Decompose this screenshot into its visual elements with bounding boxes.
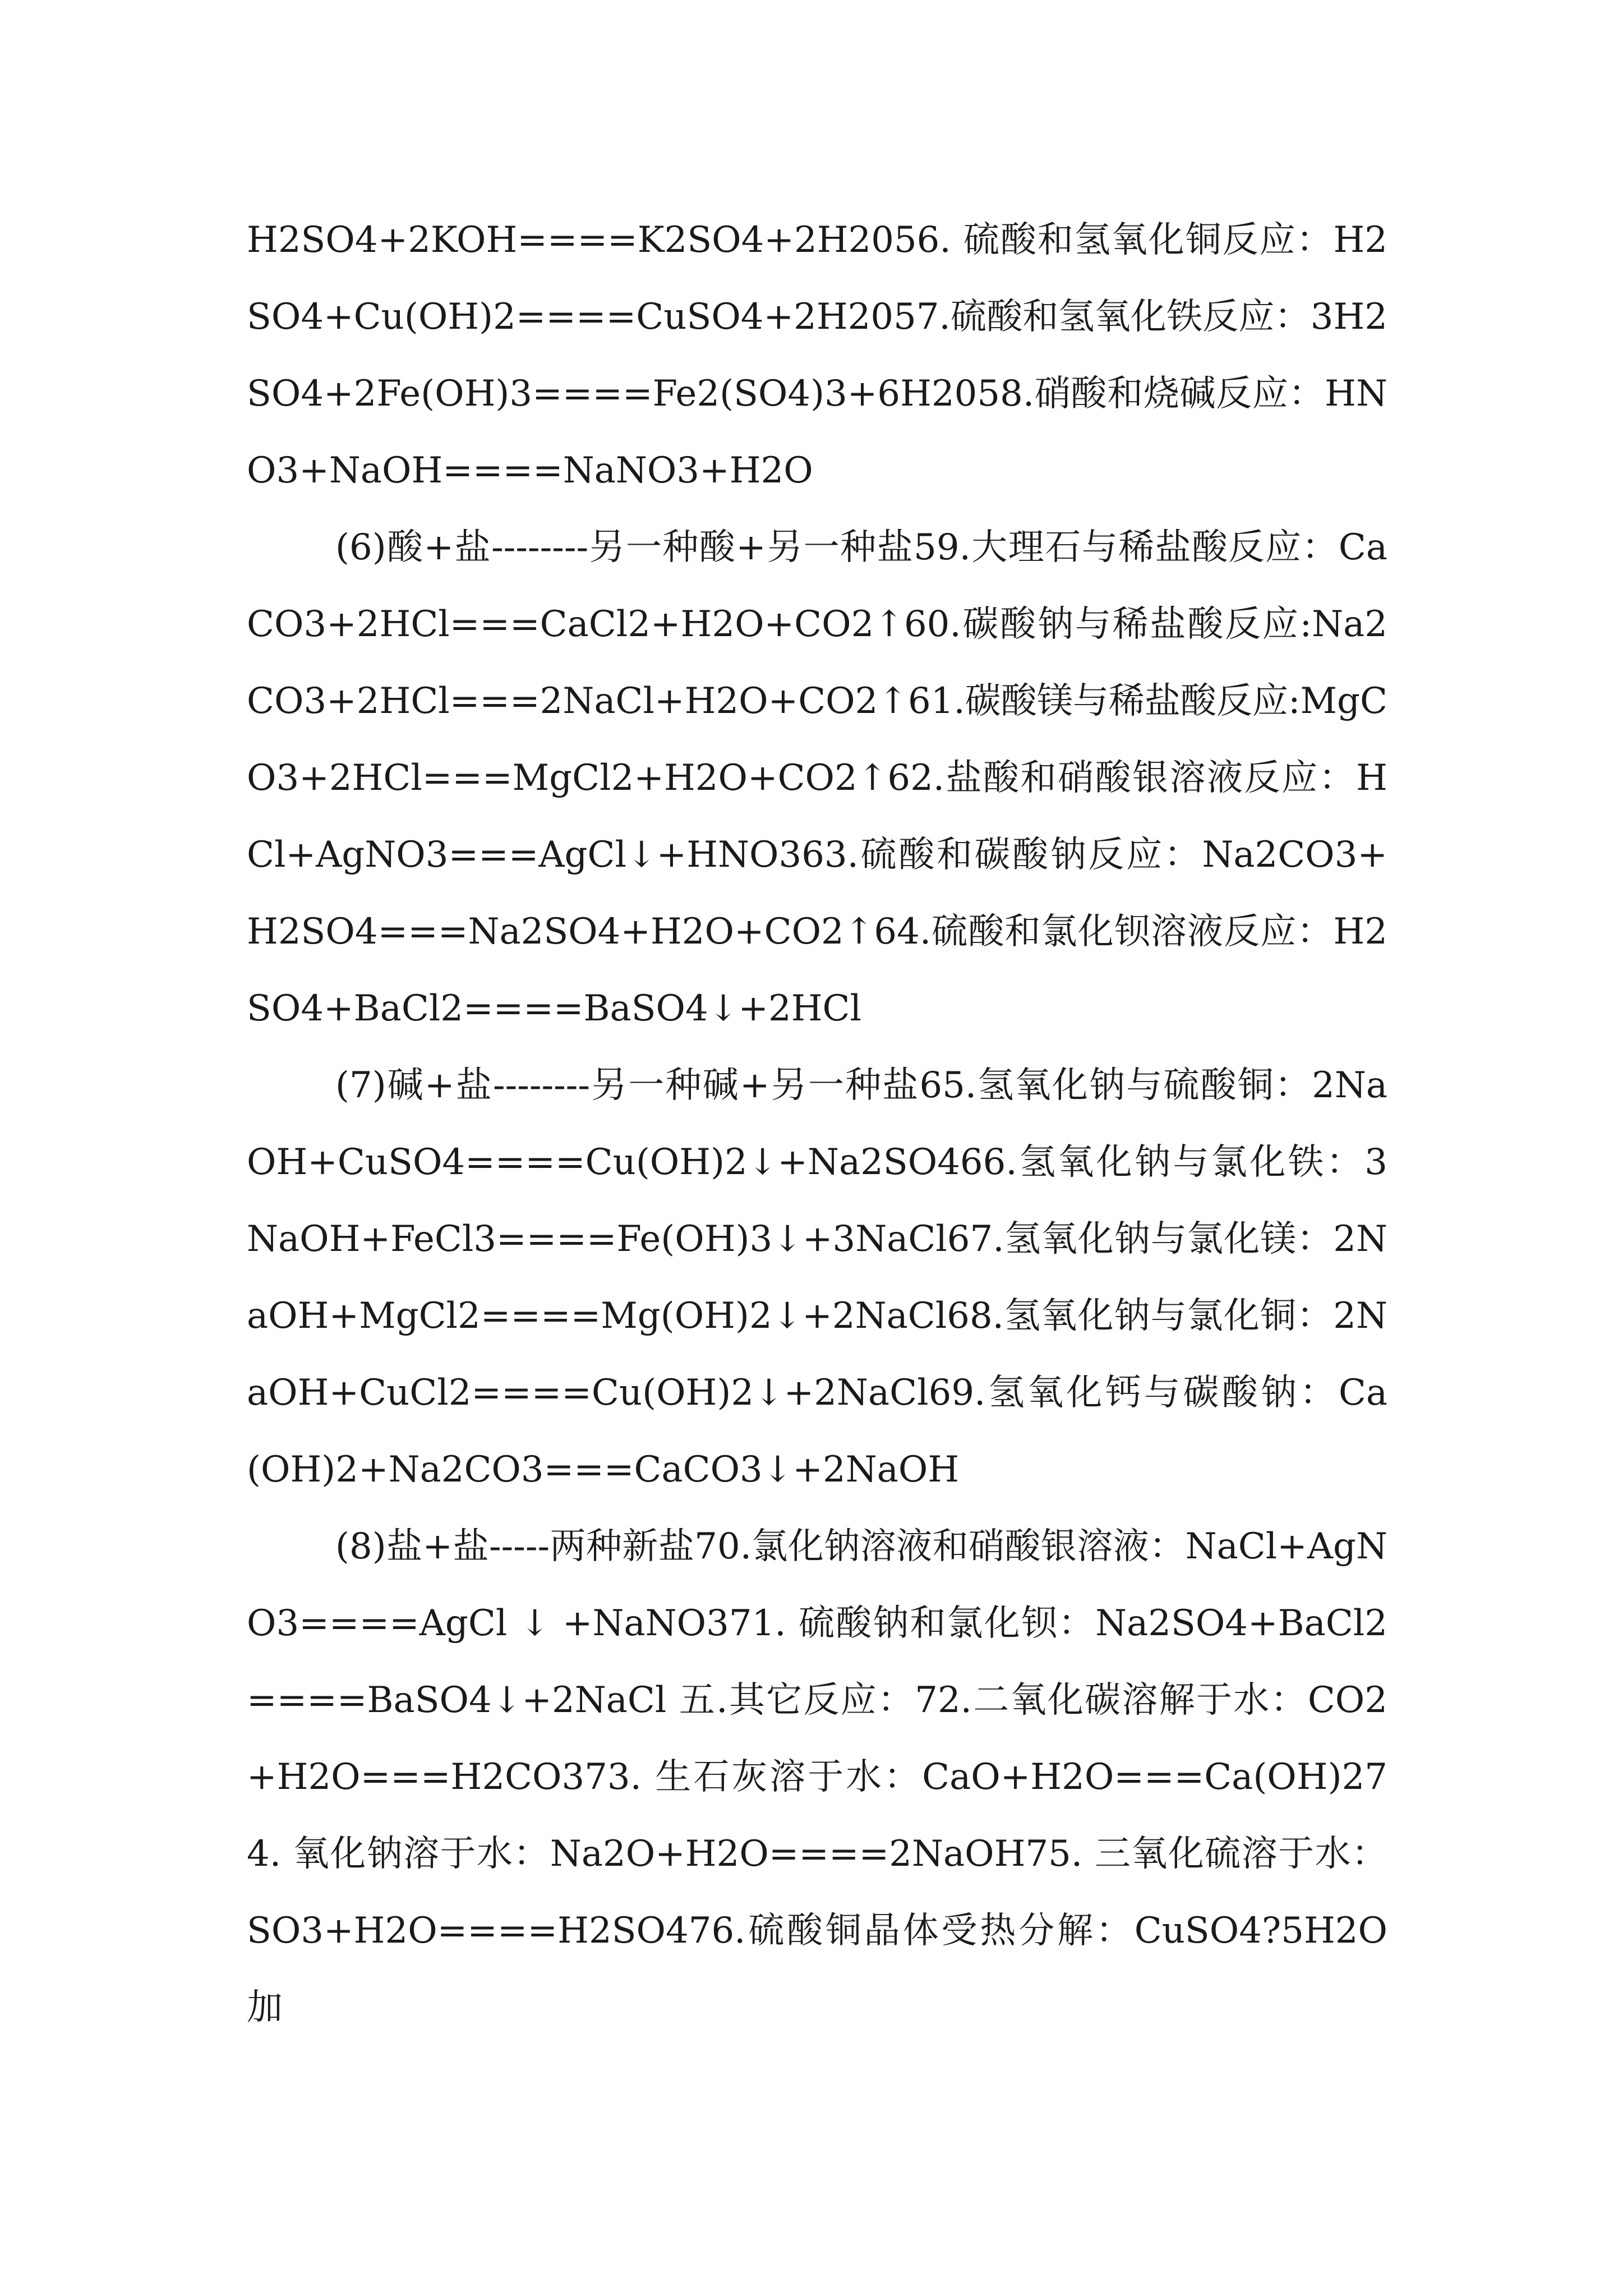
paragraph-acid-base-reactions: H2SO4+2KOH====K2SO4+2H2056. 硫酸和氢氧化铜反应：H2SO4+Cu(OH)2====CuSO4+2H2057.硫酸和氢氧化铁反应：3H2SO4+2Fe(OH)3====Fe2(SO4)3+6H2058.硝酸和烧碱反应：HNO3+NaOH====NaNO3+H2O — [247, 219, 1387, 491]
paragraph-acid-salt-reactions: (6)酸+盐--------另一种酸+另一种盐59.大理石与稀盐酸反应：CaCO3+2HCl===CaCl2+H2O+CO2↑60.碳酸钠与稀盐酸反应:Na2CO3+2HCl===2NaCl+H2O+CO2↑61.碳酸镁与稀盐酸反应:MgCO3+2HCl===MgCl2+H2O+CO2↑62.盐酸和硝酸银溶液反应：HCl+AgNO3===AgCl↓+HNO363.硫酸和碳酸钠反应：Na2CO3+H2SO4===Na2SO4+H2O+CO2↑64.硫酸和氯化钡溶液反应：H2SO4+BaCl2====BaSO4↓+2HCl — [247, 527, 1387, 1029]
document-body — [247, 202, 1387, 2046]
paragraph-salt-salt-and-other-reactions: (8)盐+盐-----两种新盐70.氯化钠溶液和硝酸银溶液：NaCl+AgNO3====AgCl ↓ +NaNO371. 硫酸钠和氯化钡：Na2SO4+BaCl2====BaSO4↓+2NaCl 五.其它反应：72.二氧化碳溶解于水：CO2+H2O===H2CO373. 生石灰溶于水：CaO+H2O===Ca(OH)274. 氧化钠溶于水：Na2O+H2O====2NaOH75. 三氧化硫溶于水：SO3+H2O====H2SO476.硫酸铜晶体受热分解：CuSO4?5H2O 加 — [247, 1526, 1387, 2028]
paragraph-base-salt-reactions: (7)碱+盐--------另一种碱+另一种盐65.氢氧化钠与硫酸铜：2NaOH+CuSO4====Cu(OH)2↓+Na2SO466.氢氧化钠与氯化铁：3NaOH+FeCl3====Fe(OH)3↓+3NaCl67.氢氧化钠与氯化镁：2NaOH+MgCl2====Mg(OH)2↓+2NaCl68.氢氧化钠与氯化铜：2NaOH+CuCl2====Cu(OH)2↓+2NaCl69.氢氧化钙与碳酸钠：Ca(OH)2+Na2CO3===CaCO3↓+2NaOH — [247, 1065, 1387, 1490]
